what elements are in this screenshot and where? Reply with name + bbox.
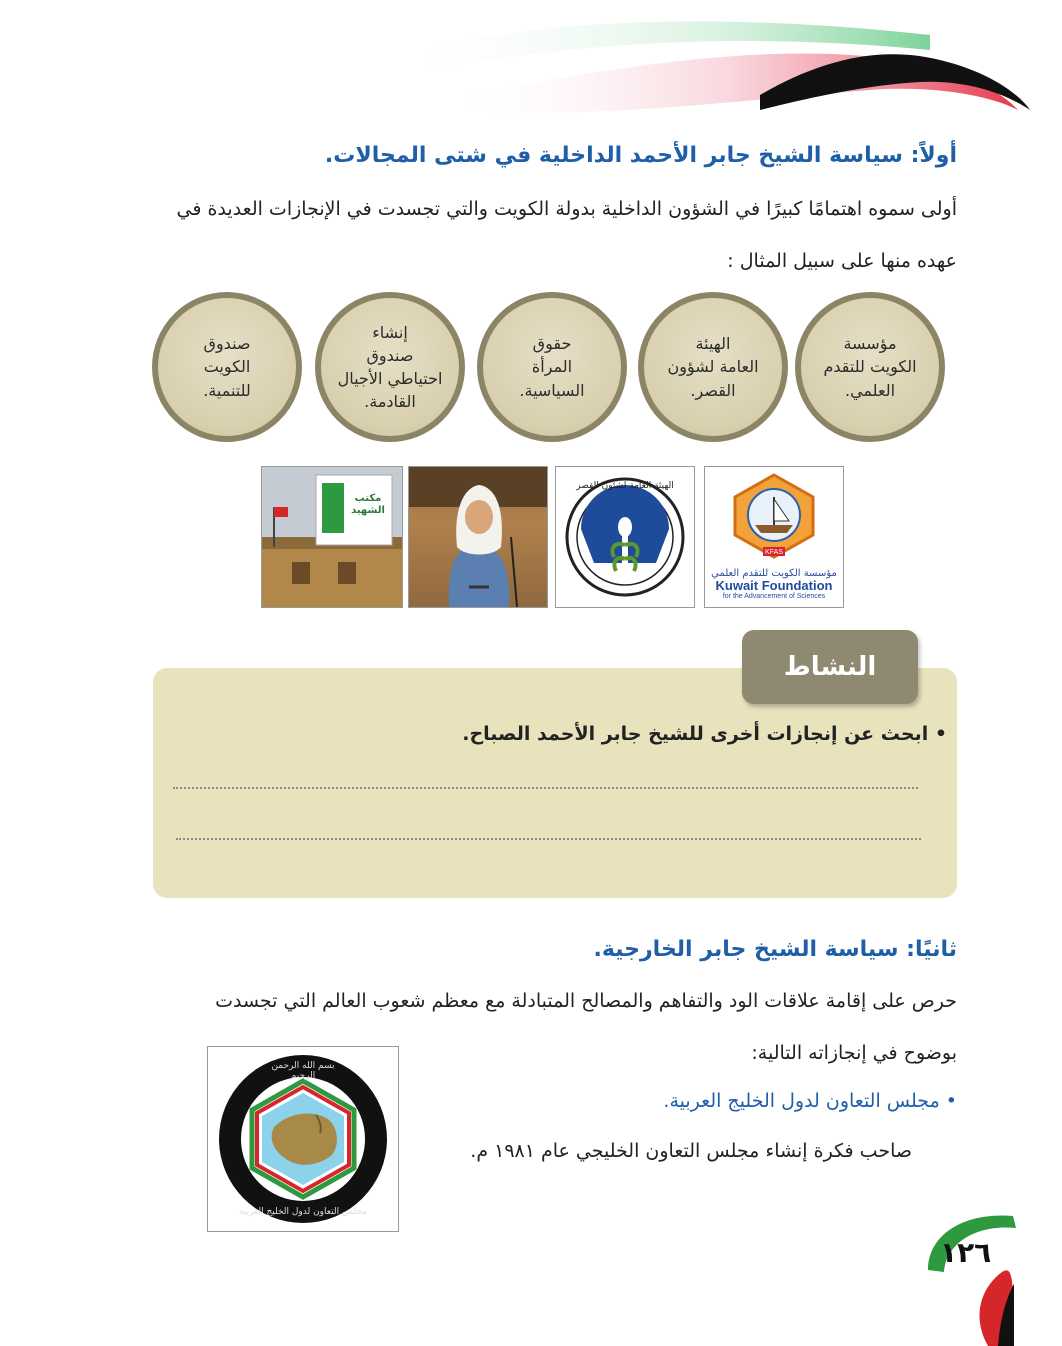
circle-kfas — [795, 292, 945, 442]
section1-paragraph-line1: أولى سموه اهتمامًا كبيرًا في الشؤون الداخلية بدولة الكويت والتي تجسدت في الإنجازات العديدة في — [176, 198, 957, 220]
section2-paragraph-line1: حرص على إقامة علاقات الود والتفاهم والمصالح المتبادلة مع معظم شعوب العالم التي تجسدت — [215, 990, 957, 1012]
bullet-dot-icon: • — [928, 723, 947, 745]
gcc-top-text: بسم الله الرحمن الرحيم — [271, 1061, 335, 1081]
kfas-logo-image — [704, 466, 844, 608]
gcc-bottom-text: مجلس التعاون لدول الخليج العربية — [238, 1207, 368, 1217]
section1-heading: أولاً: سياسة الشيخ جابر الأحمد الداخلية في شتى المجالات. — [324, 143, 957, 168]
shaheed-sign-text: مكتب الشهيد — [351, 493, 385, 516]
circle-label: مؤسسة الكويت للتقدم العلمي. — [823, 334, 917, 400]
minors-authority-logo-image — [555, 466, 695, 608]
kfas-badge-text: KFAS — [765, 549, 783, 556]
activity-title: النشاط — [783, 652, 877, 682]
women-rights-photo — [408, 466, 548, 608]
minors-authority-text: الهيئة العامة لشئون القصر — [576, 481, 674, 491]
circle-label: إنشاء صندوق احتياطي الأجيال القادمة. — [337, 322, 443, 412]
activity-bullet — [227, 723, 947, 745]
circle-minors-authority — [638, 292, 788, 442]
section2-heading: ثانيًا: سياسة الشيخ جابر الخارجية. — [593, 937, 957, 962]
circle-future-generations-fund — [315, 292, 465, 442]
bullet-dot-icon: • — [939, 1090, 957, 1112]
page-corner-decoration — [918, 1210, 1062, 1346]
shaheed-office-photo — [261, 466, 403, 608]
section2-note: صاحب فكرة إنشاء مجلس التعاون الخليجي عام ١٩٨١ م. — [470, 1140, 912, 1162]
flag-wave-decoration — [0, 0, 1062, 140]
kfas-english-subtitle: for the Advancement of Sciences — [722, 593, 826, 601]
gcc-bullet-text: مجلس التعاون لدول الخليج العربية. — [663, 1090, 940, 1112]
kfas-emblem-icon — [705, 467, 843, 567]
section1-paragraph-line2: عهده منها على سبيل المثال : — [727, 250, 957, 272]
section2-paragraph-line2: بوضوح في إنجازاته التالية: — [751, 1042, 957, 1064]
circle-development-fund — [152, 292, 302, 442]
page-number: ١٢٦ — [940, 1236, 992, 1269]
activity-title-tab — [742, 630, 918, 704]
circle-label: صندوق الكويت للتنمية. — [203, 334, 251, 400]
circle-women-rights — [477, 292, 627, 442]
section2-bullet — [537, 1090, 957, 1112]
kfas-english-name: Kuwait Foundation — [715, 578, 833, 593]
circle-label: الهيئة العامة لشؤون القصر. — [667, 334, 759, 400]
kfas-arabic-name: مؤسسة الكويت للتقدم العلمي — [711, 568, 837, 579]
gcc-logo-image — [207, 1046, 399, 1232]
answer-line-1[interactable] — [173, 787, 918, 789]
circle-label: حقوق المرأة السياسية. — [519, 334, 585, 400]
activity-bullet-text: ابحث عن إنجازات أخرى للشيخ جابر الأحمد الصباح. — [462, 723, 929, 745]
answer-line-2[interactable] — [176, 838, 921, 840]
